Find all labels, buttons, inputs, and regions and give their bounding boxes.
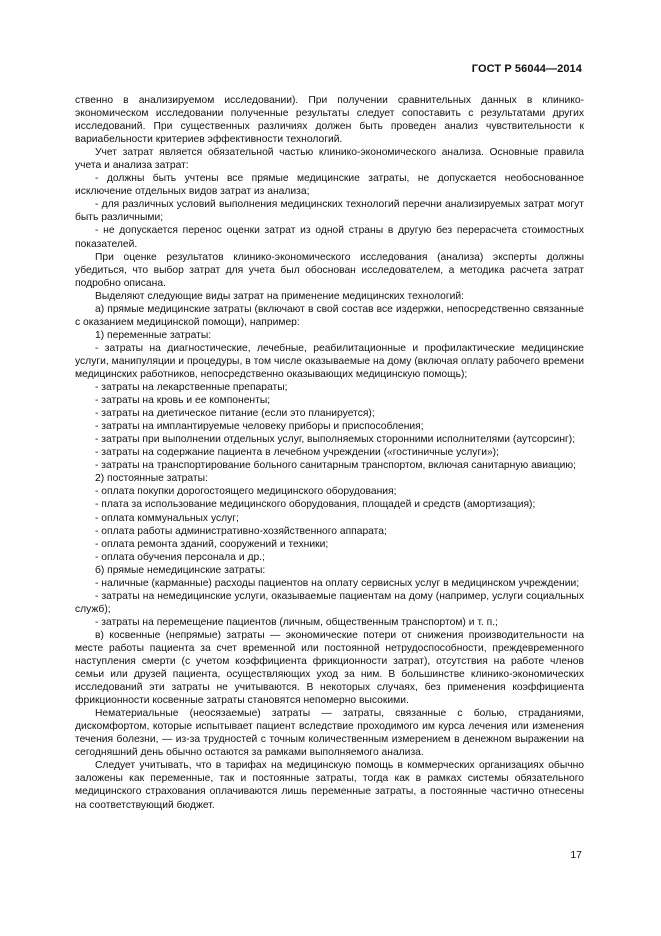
paragraph: - затраты на содержание пациента в лечебном учреждении («гостиничные услуги»);: [95, 447, 499, 459]
paragraph: Выделяют следующие виды затрат на применение медицинских технологий:: [95, 290, 464, 302]
paragraph: - затраты на перемещение пациентов (личным, общественным транспортом) и т. п.;: [95, 616, 498, 628]
paragraph: - должны быть учтены все прямые медицинские затраты, не допускается необоснованное исключение отдельных видов затрат из анализа;: [75, 173, 584, 198]
paragraph: - затраты на диагностические, лечебные, реабилитационные и профилактические медицинские услуги, манипуляции и процедуры, в том числе оказываемые на дому (включая оплату рабочего времени медицинских работников, непосредственно оказывающих медицинскую помощь);: [75, 342, 584, 380]
paragraph: При оценке результатов клинико-экономического исследования (анализа) эксперты должны убедиться, что выбор затрат для учета был обоснован исследователем, а методика расчета затрат подробно описана.: [75, 251, 584, 289]
paragraph: - не допускается перенос оценки затрат из одной страны в другую без перерасчета стоимостных показателей.: [75, 225, 584, 250]
paragraph: - оплата ремонта зданий, сооружений и техники;: [95, 538, 329, 550]
paragraph: Нематериальные (неосязаемые) затраты — затраты, связанные с болью, страданиями, дискомфортом, которые испытывает пациент вследствие проходимого им курса лечения или изменения течения болезни, — из-за трудностей с точным количественным измерением в денежном выражении на сегодняшний день обычно остаются за рамками выполняемого анализа.: [75, 708, 584, 759]
paragraph: - оплата работы административно-хозяйственного аппарата;: [95, 525, 387, 537]
paragraph: ственно в анализируемом исследовании). При получении сравнительных данных в клинико-экономическом исследовании полученные результаты следует сопоставить с результатами других исследований. При существенных различиях должен быть проведен анализ чувствительности к вариабельности критериев эффективности технологий.: [75, 95, 584, 146]
paragraph: - затраты при выполнении отдельных услуг, выполняемых сторонними исполнителями (аутсорсинг);: [95, 434, 576, 446]
paragraph: - оплата обучения персонала и др.;: [95, 551, 265, 563]
paragraph: - наличные (карманные) расходы пациентов на оплату сервисных услуг в медицинском учреждении;: [95, 577, 580, 589]
paragraph: Учет затрат является обязательной частью клинико-экономического анализа. Основные правила учета и анализа затрат:: [75, 147, 584, 172]
paragraph: - затраты на диетическое питание (если это планируется);: [95, 408, 375, 420]
document-body: [75, 94, 584, 812]
paragraph: а) прямые медицинские затраты (включают в свой состав все издержки, непосредственно связанные с оказанием медицинской помощи), например:: [75, 303, 584, 328]
paragraph: 2) постоянные затраты:: [95, 473, 208, 485]
paragraph: - плата за использование медицинского оборудования, площадей и средств (амортизация);: [95, 499, 536, 511]
document-header: ГОСТ Р 56044—2014: [471, 63, 582, 75]
page-number: 17: [570, 849, 582, 861]
paragraph: - оплата коммунальных услуг;: [95, 512, 239, 524]
paragraph: 1) переменные затраты:: [95, 329, 212, 341]
paragraph: - затраты на имплантируемые человеку приборы и приспособления;: [95, 421, 424, 433]
paragraph: - затраты на немедицинские услуги, оказываемые пациентам на дому (например, услуги социальных служб);: [75, 590, 584, 615]
paragraph: в) косвенные (непрямые) затраты — экономические потери от снижения производительности на месте работы пациента за счет временной или постоянной нетрудоспособности, преждевременного наступления смерти (с учетом коэффициента фрикционности затрат), отсутствия на работе членов семьи или друзей пациента, осуществляющих уход за ним. В большинстве клинико-экономических исследований эти затраты не учитываются. В некоторых случаях, без применения коэффициента фрикционности косвенные затраты становятся непомерно высокими.: [75, 629, 584, 707]
paragraph: - оплата покупки дорогостоящего медицинского оборудования;: [95, 486, 397, 498]
paragraph: б) прямые немедицинские затраты:: [95, 564, 266, 576]
paragraph: Следует учитывать, что в тарифах на медицинскую помощь в коммерческих организациях обычно заложены как переменные, так и постоянные затраты, тогда как в рамках системы обязательного медицинского страхования оплачиваются лишь переменные затраты, а постоянные частично отнесены на соответствующий бюджет.: [75, 760, 584, 811]
paragraph: - затраты на лекарственные препараты;: [95, 382, 288, 394]
paragraph: - затраты на транспортирование больного санитарным транспортом, включая санитарную авиацию;: [95, 460, 576, 472]
paragraph: - для различных условий выполнения медицинских технологий перечни анализируемых затрат могут быть различными;: [75, 199, 584, 224]
paragraph: - затраты на кровь и ее компоненты;: [95, 395, 271, 407]
